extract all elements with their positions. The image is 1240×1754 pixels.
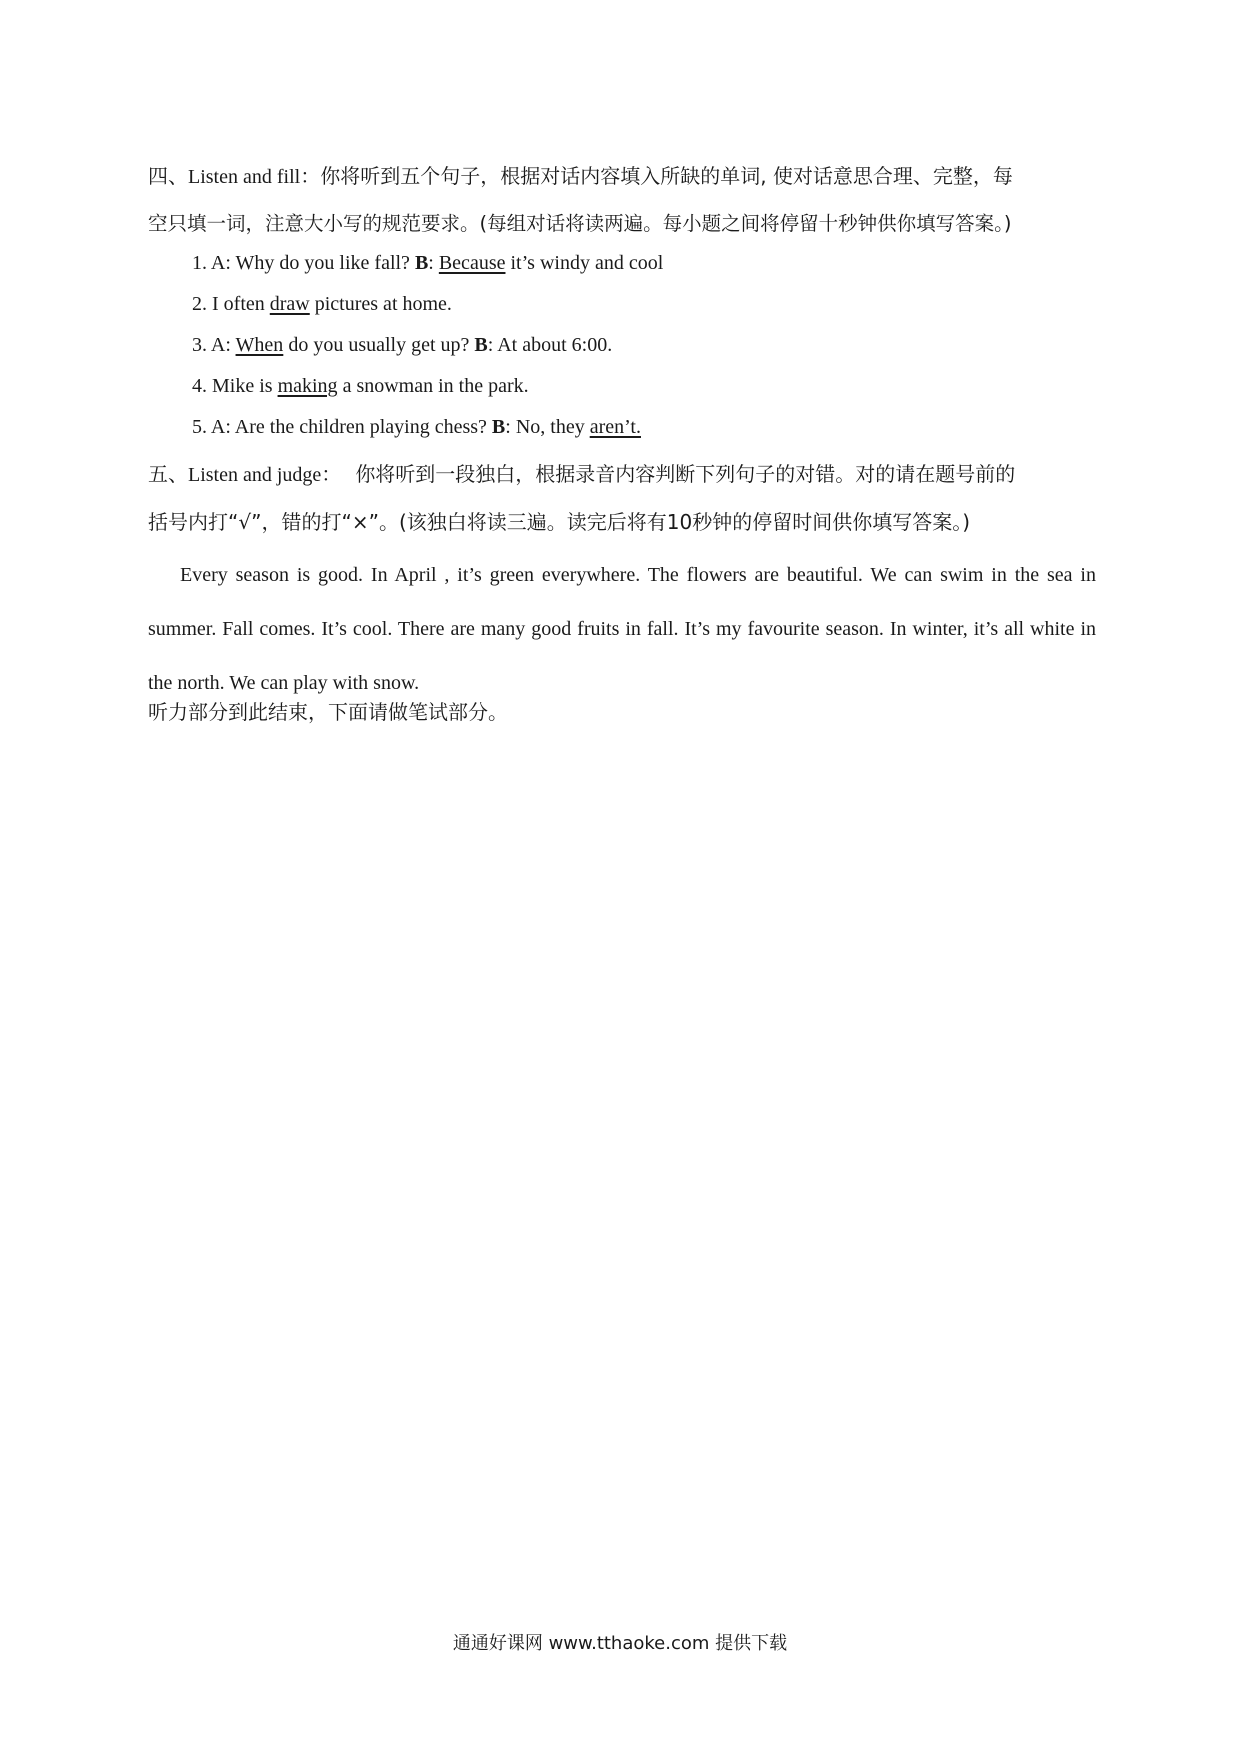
fill-item-5: 5. A: Are the children playing chess? B: No, they aren’t. <box>192 416 641 438</box>
closing-note: 听力部分到此结束，下面请做笔试部分。 <box>148 700 508 724</box>
fill-item-3: 3. A: When do you usually get up? B: At about 6:00. <box>192 334 613 356</box>
section5-instruction-line2: 括号内打“√”，错的打“×”。(该独白将读三遍。读完后将有10秒钟的停留时间供你填写答案。) <box>148 510 971 534</box>
speaker-b-label: B <box>414 252 429 274</box>
section5-instruction-line1: 你将听到一段独白，根据录音内容判断下列句子的对错。对的请在题号前的 <box>355 462 1016 486</box>
answer-blank: making <box>277 375 338 397</box>
fill-item-2: 2. I often draw pictures at home. <box>192 293 452 315</box>
fill-item-1: 1. A: Why do you like fall? B: Because it’s windy and cool <box>192 252 664 274</box>
section5-heading-line1 <box>148 462 1015 487</box>
page-footer: 通通好课网 www.tthaoke.com 提供下载 <box>452 1633 788 1654</box>
section4-heading-line1 <box>148 164 1013 189</box>
speaker-b-label: B <box>491 416 506 438</box>
answer-blank: draw <box>269 293 310 315</box>
section4-instruction-line2: 空只填一词，注意大小写的规范要求。(每组对话将读两遍。每小题之间将停留十秒钟供你填写答案。) <box>148 212 1012 235</box>
listening-passage: Every season is good. In April , it’s green everywhere. The flowers are beautiful. We can swim in the sea in summer. Fall comes. It’s cool. There are many good fruits in fall. It’s my favourite season. In winter, it’s all white in the north. We can play with snow. <box>148 564 1096 694</box>
answer-blank: Because <box>438 252 506 274</box>
section4-instruction-line1: 你将听到五个句子，根据对话内容填入所缺的单词, 使对话意思合理、完整，每 <box>320 164 1013 188</box>
fill-item-4: 4. Mike is making a snowman in the park. <box>192 375 529 397</box>
answer-blank: aren’t. <box>589 416 641 438</box>
speaker-b-label: B <box>474 334 488 356</box>
answer-blank: When <box>235 334 284 356</box>
section4-heading: 四、Listen and fill： <box>148 166 321 188</box>
section5-heading: 五、Listen and judge： <box>148 464 342 486</box>
